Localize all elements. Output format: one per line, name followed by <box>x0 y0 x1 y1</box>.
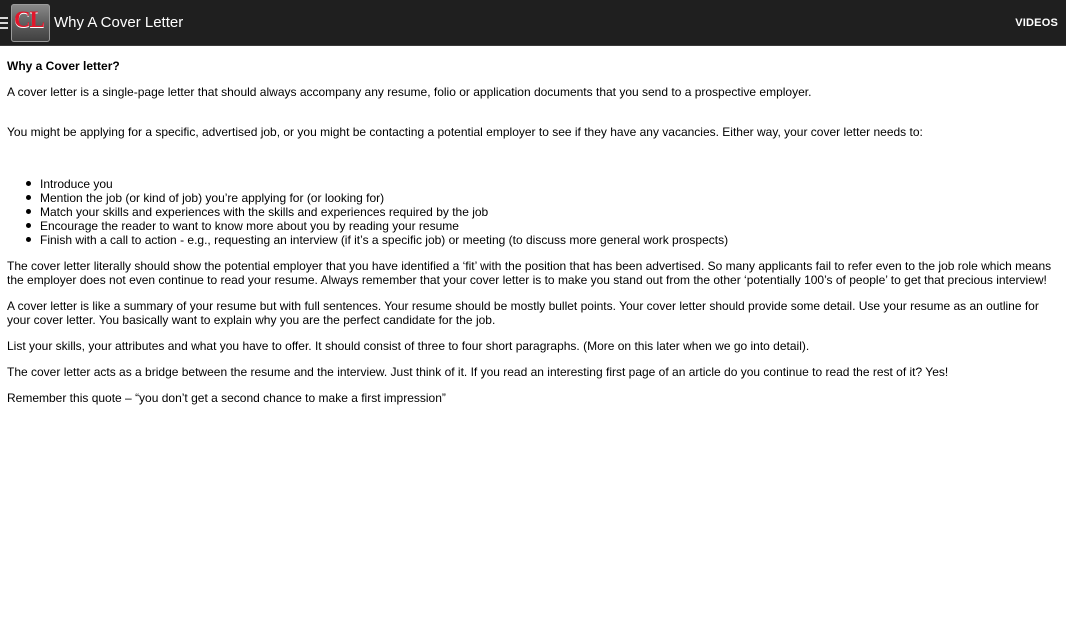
article-content <box>7 59 1057 405</box>
list-item: Mention the job (or kind of job) you’re applying for (or looking for) <box>40 191 1057 205</box>
home-up-button[interactable] <box>0 0 54 46</box>
requirements-list <box>7 177 1057 247</box>
app-logo-text: CL <box>14 7 44 32</box>
list-item: Introduce you <box>40 177 1057 191</box>
paragraph: You might be applying for a specific, advertised job, or you might be contacting a potential employer to see if they have any vacancies. Either way, your cover letter needs to: <box>7 125 923 139</box>
navigation-drawer-icon <box>0 17 8 29</box>
paragraph: The cover letter acts as a bridge between the resume and the interview. Just think of it. If you read an interesting first page of an article do you continue to read the rest of it? Yes! <box>7 365 949 379</box>
app-logo <box>11 4 50 42</box>
page-title: Why A Cover Letter <box>54 14 184 31</box>
list-item: Encourage the reader to want to know more about you by reading your resume <box>40 219 1057 233</box>
list-item: Match your skills and experiences with the skills and experiences required by the job <box>40 205 1057 219</box>
list-item: Finish with a call to action - e.g., requesting an interview (if it’s a specific job) or meeting (to discuss more general work prospects) <box>40 233 1057 247</box>
paragraph: Remember this quote – “you don’t get a second chance to make a first impression” <box>7 391 446 405</box>
paragraph: A cover letter is like a summary of your resume but with full sentences. Your resume should be mostly bullet points. Your cover letter should provide some detail. Use your resume as an outline for your cover letter. You basically want to explain why you are the perfect candidate for the job. <box>7 299 1039 327</box>
videos-button[interactable]: VIDEOS <box>1015 17 1058 29</box>
paragraph: List your skills, your attributes and what you have to offer. It should consist of three to four short paragraphs. (More on this later when we go into detail). <box>7 339 810 353</box>
article-heading: Why a Cover letter? <box>7 59 120 73</box>
paragraph: A cover letter is a single-page letter that should always accompany any resume, folio or application documents that you send to a prospective employer. <box>7 85 812 99</box>
paragraph: The cover letter literally should show the potential employer that you have identified a ‘fit’ with the position that has been advertised. So many applicants fail to refer even to the job role which means the employer does not even continue to read your resume. Always remember that your cover letter is to make you stand out from the other ‘potentially 100’s of people’ to get that precious interview! <box>7 259 1052 287</box>
action-bar <box>0 0 1066 46</box>
